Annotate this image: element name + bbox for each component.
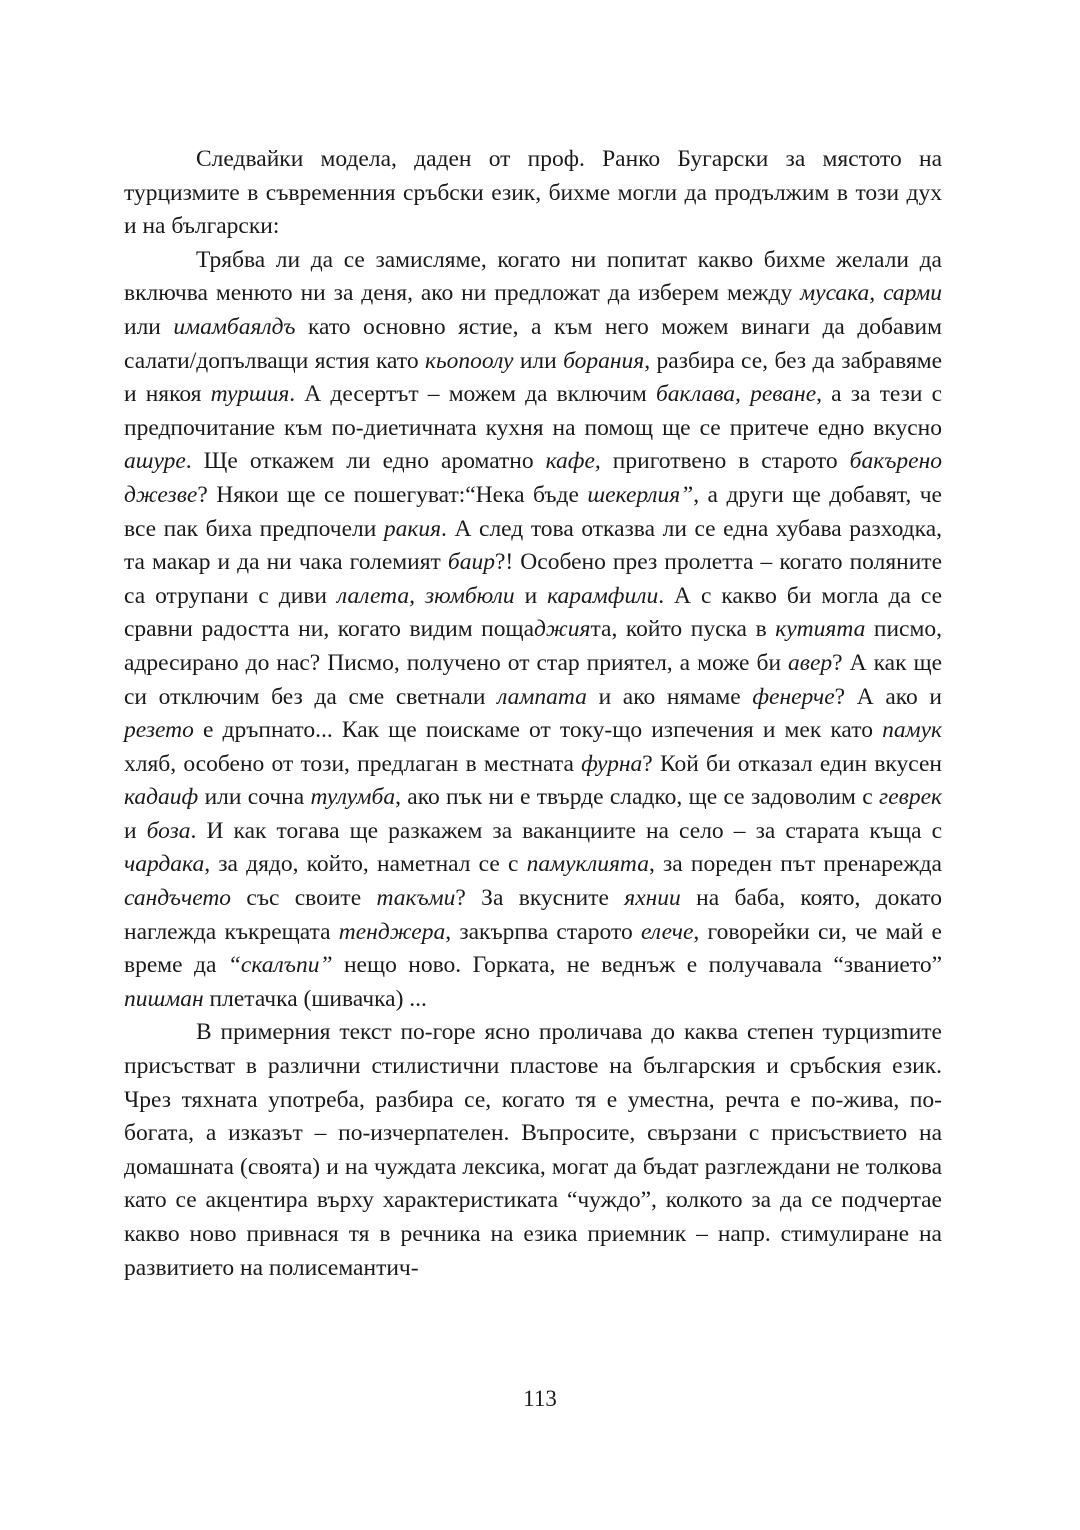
italic-term: мусака, сарми <box>800 280 942 307</box>
italic-term: боза <box>146 817 191 844</box>
italic-term: яхнии <box>624 885 681 912</box>
text-run: . А десертът – можем да включим <box>289 381 656 408</box>
text-run: ? За вкусните <box>455 885 625 912</box>
italic-term: шекерлия” <box>587 481 694 508</box>
text-run: , говорейки си, че май е време да <box>124 918 942 979</box>
italic-term: тенджера <box>338 918 446 945</box>
italic-term: тулумба <box>310 784 396 811</box>
text-run: или сочна <box>198 784 311 811</box>
text-run: писмо, адресирано до нас? Писмо, получено от стар приятел, а може би <box>124 616 942 676</box>
text-run: , за пореден път пренарежда <box>648 851 942 878</box>
italic-term: джия <box>534 616 591 643</box>
italic-term: лалета, зюмбюли <box>336 582 515 609</box>
italic-term: памуклията <box>526 851 649 878</box>
italic-term: ашуре <box>124 448 186 475</box>
italic-term: резето <box>124 717 194 744</box>
text-run: или <box>513 347 564 374</box>
italic-term: “скалъпи” <box>227 952 333 979</box>
paragraph-analysis <box>124 1016 942 1285</box>
italic-term: чардака <box>124 851 205 878</box>
italic-term: кафе, <box>545 448 601 475</box>
page-number: 113 <box>523 1386 557 1411</box>
italic-term: туршия <box>210 381 290 408</box>
italic-term: кутията <box>775 616 866 643</box>
paragraph-example-text <box>124 244 942 1017</box>
text-run: хляб, особено от този, предлаган в местната <box>124 750 582 777</box>
text-run: Трябва ли да се замисляме, когато ни попитат какво бихме желали да включва менюто ни за деня, ако ни предложат да изберем между <box>124 246 942 307</box>
text-run: В примерния текст по-горе ясно проличава до каква степен турцизmите присъстват в различни стилистични пластове на българския и сръбския език. Чрез тяхната употреба, разбира се, когато тя е уместна, речта е по-жива, по-богата, а изказът – по-изчерпателен. Въпросите, свързани с присъствието на домашната (своята) и на чуждата лексика, могат да бъдат разглеждани не толкова като се акцентира върху характеристиката “чуждо”, колкото за да се подчертае какво ново привнася тя в речника на езика приемник – напр. стимулиране на развитието на полисемантич- <box>124 1019 942 1281</box>
text-run: ?! Особено през пролетта – когато поляните са отрупани с диви <box>124 549 942 609</box>
text-run: Следвайки модела, даден от проф. Ранко Бугарски за мястото на турцизмите в съвременния сръбски език, бихме могли да продължим в този дух и на български: <box>124 146 942 240</box>
text-run: . И как тогава ще разкажем за ваканциите на село – за старата къща с <box>190 817 943 844</box>
italic-term: кадаиф <box>124 784 199 811</box>
italic-term: баклава, реване <box>655 381 817 408</box>
text-run: и <box>124 817 147 844</box>
italic-term: такъми <box>376 885 456 912</box>
italic-term: авер <box>788 649 833 676</box>
text-run: . А с какво би могла да се сравни радостта ни, когато видим поща <box>124 582 943 643</box>
italic-term: имамбаялдъ <box>173 313 296 340</box>
paragraph-intro <box>124 143 942 244</box>
text-run: , ако пък ни е твърде сладко, ще се задоволим с <box>395 784 880 811</box>
italic-term: елече <box>640 918 694 945</box>
text-run: , за дядо, който, наметнал се с <box>204 851 527 878</box>
text-run: приготвено в старото <box>600 448 850 475</box>
italic-term: кьопоолу <box>424 347 514 374</box>
italic-term: карамфили <box>547 582 659 609</box>
italic-term: борания <box>563 347 645 374</box>
text-run: , разбира се, без да забравяме и някоя <box>124 347 942 408</box>
text-run: ? А ако и <box>834 683 942 710</box>
italic-term: фурна <box>581 750 643 777</box>
italic-term: баир <box>447 549 495 576</box>
text-run: ? Кой би отказал един вкусен <box>642 750 942 777</box>
text-run: и ако нямаме <box>586 683 753 710</box>
text-run: плетачка (шивачка) ... <box>203 985 427 1012</box>
italic-term: пишман <box>124 985 204 1012</box>
text-run: е дръпнато... Как ще поискаме от току-що изпечения и мек като <box>193 717 883 744</box>
italic-term: ракия <box>383 515 442 542</box>
italic-term: лампата <box>497 683 587 710</box>
text-run: , а за тези с предпочитание към по-диетичната кухня на помощ ще се притече едно вкусно <box>124 381 943 441</box>
italic-term: памук <box>882 717 942 744</box>
italic-term: сандъчето <box>124 885 232 912</box>
text-run: ? Някои ще се пошегуват:“Нека бъде <box>197 481 588 508</box>
text-run: и <box>514 582 548 609</box>
text-run: , а други ще добавят, че все пак биха предпочели <box>124 481 942 542</box>
italic-term: бакърено джезве <box>124 448 943 508</box>
text-run: нещо ново. Горката, не веднъж е получавала “званието” <box>332 952 942 979</box>
text-run: като основно ястие, а към него можем винаги да добавим салати/допълващи ястия като <box>124 313 942 374</box>
text-run: на баба, която, докато наглежда къкрещата <box>124 885 942 945</box>
italic-term: фенерче <box>752 683 835 710</box>
text-run: . Ще откажем ли едно ароматно <box>185 448 546 475</box>
text-run: , закърпва старото <box>445 918 641 945</box>
body-text <box>124 143 942 1285</box>
italic-term: геврек <box>879 784 943 811</box>
text-run: ? А как ще си отключим без да сме светнали <box>124 649 943 710</box>
text-run: със своите <box>231 885 377 912</box>
text-run: та, който пуска в <box>590 616 776 643</box>
text-run: или <box>124 313 174 340</box>
text-run: . А след това отказва ли се една хубава разходка, та макар и да ни чака големият <box>124 515 942 576</box>
